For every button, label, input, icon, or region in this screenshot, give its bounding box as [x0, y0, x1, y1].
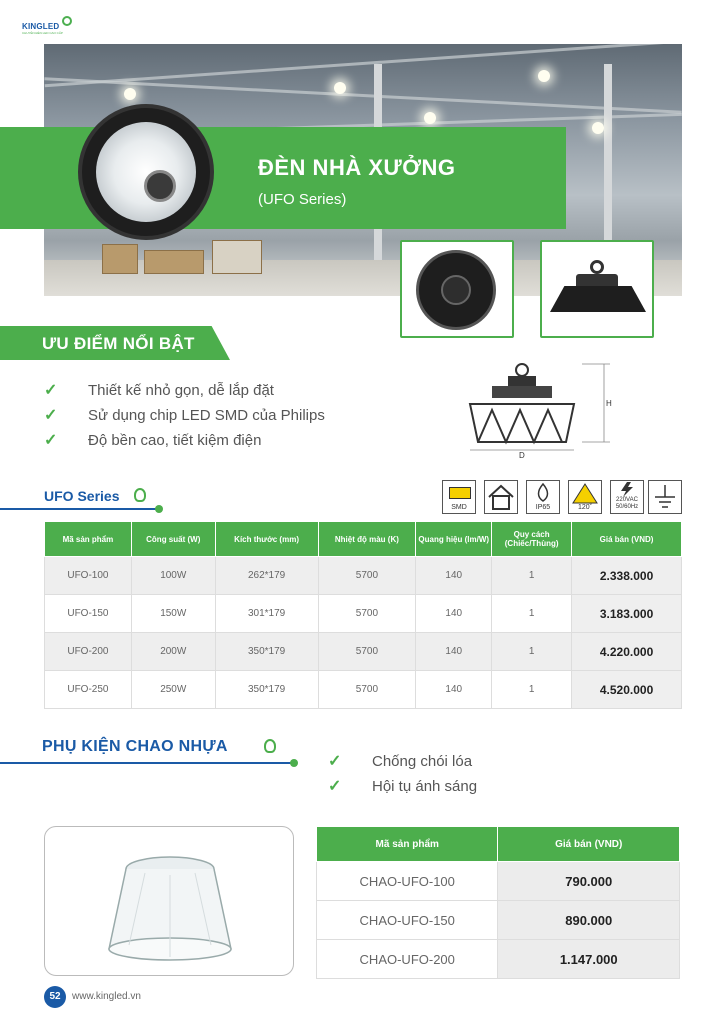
ip65-icon: IP65 — [526, 480, 560, 514]
efficacy: 140 — [416, 595, 492, 633]
product-code: UFO-200 — [45, 633, 132, 671]
price: 2.338.000 — [572, 557, 682, 595]
column-header: Quang hiệu (lm/W) — [416, 522, 492, 557]
pack-quantity: 1 — [492, 595, 572, 633]
voltage-icon: 220VAC 50/60Hz — [610, 480, 644, 514]
table-row — [317, 862, 680, 901]
price: 790.000 — [498, 862, 680, 901]
color-temperature: 5700 — [318, 633, 416, 671]
lightbulb-icon — [134, 488, 146, 502]
efficacy: 140 — [416, 671, 492, 709]
column-header: Quy cách (Chiếc/Thùng) — [492, 522, 572, 557]
lamp-side-thumbnail — [540, 240, 654, 338]
series-title: UFO Series — [44, 488, 120, 504]
power: 200W — [131, 633, 215, 671]
accessory-feature: ✓ Hội tụ ánh sáng — [328, 778, 478, 795]
lamp-front-thumbnail — [400, 240, 514, 338]
product-code: CHAO-UFO-200 — [317, 940, 498, 979]
logo-text: KINGLED — [22, 22, 60, 31]
efficacy: 140 — [416, 557, 492, 595]
power: 150W — [131, 595, 215, 633]
accessory-feature: ✓ Chống chói lóa — [328, 753, 473, 770]
check-icon: ✓ — [44, 382, 58, 399]
table-row — [45, 671, 682, 709]
kingled-logo — [22, 22, 72, 40]
accessory-underline — [0, 762, 292, 764]
check-icon: ✓ — [328, 753, 342, 770]
table-row — [317, 940, 680, 979]
page-number: 52 — [44, 986, 66, 1008]
product-code: UFO-100 — [45, 557, 132, 595]
product-code: CHAO-UFO-150 — [317, 901, 498, 940]
column-header: Giá bán (VND) — [498, 827, 680, 862]
column-header: Kích thước (mm) — [215, 522, 318, 557]
advantages-heading: ƯU ĐIỂM NỔI BẬT — [42, 334, 195, 353]
accessory-title: PHỤ KIỆN CHAO NHỰA — [42, 738, 228, 755]
column-header: Nhiệt độ màu (K) — [318, 522, 416, 557]
product-code: UFO-250 — [45, 671, 132, 709]
dimension-diagram — [462, 360, 622, 458]
pack-quantity: 1 — [492, 557, 572, 595]
column-header: Mã sản phẩm — [45, 522, 132, 557]
pack-quantity: 1 — [492, 633, 572, 671]
price: 1.147.000 — [498, 940, 680, 979]
logo-tagline: CHUYÊN ĐÈN LED CAO CẤP — [22, 31, 63, 35]
accessory-dot — [290, 759, 298, 767]
beam-angle-icon: 120˚ — [568, 480, 602, 514]
table-row — [45, 595, 682, 633]
series-underline — [0, 508, 158, 510]
price: 890.000 — [498, 901, 680, 940]
table-row — [317, 901, 680, 940]
accessory-price-table — [316, 826, 680, 979]
table-header-row — [45, 522, 682, 557]
logo-bulb-icon — [62, 16, 72, 26]
check-icon: ✓ — [328, 778, 342, 795]
check-icon: ✓ — [44, 432, 58, 449]
ground-icon — [648, 480, 682, 514]
series-dot — [155, 505, 163, 513]
table-row — [45, 557, 682, 595]
ufo-lamp-image — [78, 104, 214, 240]
plastic-reflector-image — [44, 826, 294, 976]
lightbulb-icon — [264, 739, 276, 753]
color-temperature: 5700 — [318, 595, 416, 633]
column-header: Công suất (W) — [131, 522, 215, 557]
diameter-label: D — [519, 451, 525, 458]
price: 3.183.000 — [572, 595, 682, 633]
column-header: Mã sản phẩm — [317, 827, 498, 862]
power: 100W — [131, 557, 215, 595]
table-header-row — [317, 827, 680, 862]
smd-chip-icon: SMD — [442, 480, 476, 514]
advantage-item: ✓ Thiết kế nhỏ gọn, dễ lắp đặt — [44, 382, 274, 399]
check-icon: ✓ — [44, 407, 58, 424]
efficacy: 140 — [416, 633, 492, 671]
pack-quantity: 1 — [492, 671, 572, 709]
product-code: UFO-150 — [45, 595, 132, 633]
column-header: Giá bán (VND) — [572, 522, 682, 557]
website-link[interactable]: www.kingled.vn — [72, 991, 141, 1002]
color-temperature: 5700 — [318, 671, 416, 709]
dimensions: 350*179 — [215, 671, 318, 709]
advantage-item: ✓ Sử dụng chip LED SMD của Philips — [44, 407, 325, 424]
table-row — [45, 633, 682, 671]
height-label: H — [606, 399, 612, 408]
product-code: CHAO-UFO-100 — [317, 862, 498, 901]
color-temperature: 5700 — [318, 557, 416, 595]
dimensions: 350*179 — [215, 633, 318, 671]
power: 250W — [131, 671, 215, 709]
advantage-item: ✓ Độ bền cao, tiết kiệm điện — [44, 432, 262, 449]
price: 4.220.000 — [572, 633, 682, 671]
price: 4.520.000 — [572, 671, 682, 709]
product-subtitle: (UFO Series) — [258, 191, 347, 208]
ufo-spec-table — [44, 521, 682, 709]
dimensions: 262*179 — [215, 557, 318, 595]
indoor-house-icon — [484, 480, 518, 514]
product-title: ĐÈN NHÀ XƯỞNG — [258, 155, 456, 180]
dimensions: 301*179 — [215, 595, 318, 633]
